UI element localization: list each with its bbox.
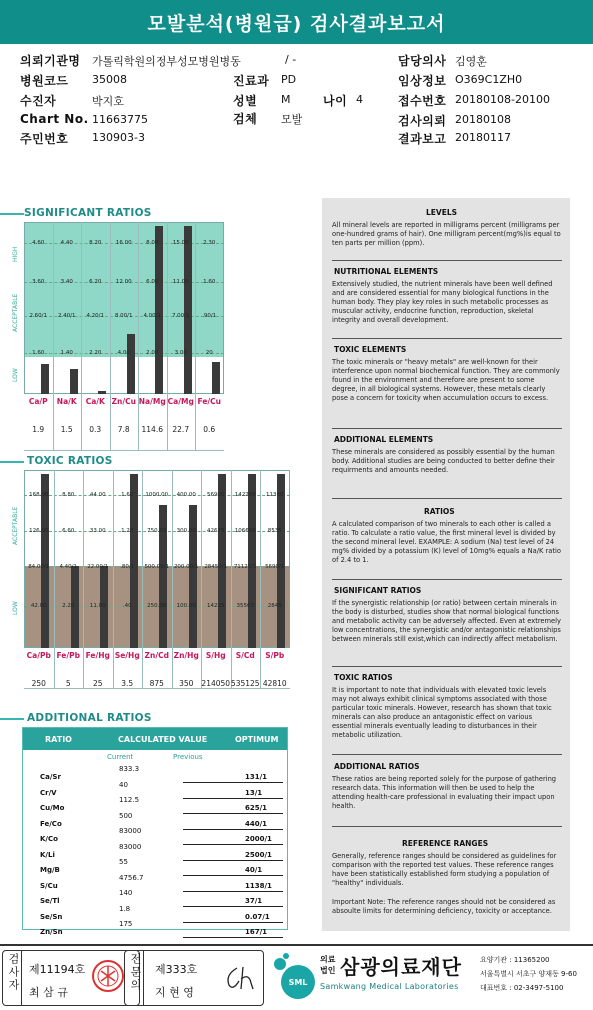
category-label: S/Pb bbox=[265, 651, 285, 660]
ratio-name: Cu/Mo bbox=[40, 804, 65, 812]
category-label: Ca/Pb bbox=[26, 651, 51, 660]
ratio-value: 535125 bbox=[230, 679, 260, 688]
clinical-label: 임상정보 bbox=[398, 74, 447, 88]
ratio-value: 5 bbox=[65, 679, 71, 688]
tick-label: 8.00/1 bbox=[114, 313, 133, 319]
tick-label: 2.20 bbox=[89, 350, 102, 356]
tick-label: 7.00/1 bbox=[171, 313, 190, 319]
additional-ratios-heading: ADDITIONAL RATIOS bbox=[334, 762, 420, 771]
nutritional-text: Extensively studied, the nutrient minerals have been well defined and are considered essential for many biological functions in the human body. They play key roles in such metabolic processes as muscular activity, endocrine function, reproduction, skeletal integrity and overall development. bbox=[332, 280, 553, 324]
tick-label: 8.20 bbox=[89, 240, 102, 246]
toxic-chart bbox=[0, 470, 300, 692]
tick-label: 42675 bbox=[207, 528, 225, 534]
additional-elements-text: These minerals are considered as possibly essential by the human body. Additional studies are being conducted to better define their requirments and amounts needed. bbox=[332, 448, 555, 474]
tick-label: .40 bbox=[122, 603, 132, 609]
category-label: Na/K bbox=[56, 397, 77, 406]
tick-label: .80/1 bbox=[120, 564, 135, 570]
ratio-bar bbox=[212, 362, 220, 394]
patient-label: 수진자 bbox=[20, 94, 57, 108]
ratio-current: 112.5 bbox=[119, 796, 140, 804]
additional-ratios-table bbox=[22, 727, 288, 936]
id-label: 주민번호 bbox=[20, 132, 69, 146]
levels-text: All mineral levels are reported in milligrams percent (milligrams per one-hundred grams of hair). One milligram percent(mg%)is equal to ten parts per million (ppm). bbox=[332, 221, 561, 247]
age-value: 4 bbox=[356, 93, 363, 106]
tester-divider bbox=[21, 951, 22, 1005]
org-info-3: 대표번호 : 02-3497-5100 bbox=[480, 984, 564, 992]
receipt-label: 접수번호 bbox=[398, 94, 447, 108]
toxic-title: TOXIC RATIOS bbox=[24, 455, 116, 467]
toxic-text: The toxic minerals or "heavy metals" are well-known for their interference upon normal biochemical function. They are commonly found in the environment and therefore are present to some degree, in all biological systems. However, these metals clearly pose a concern for toxicity when accumulation occurs to excess. bbox=[332, 358, 560, 402]
tick-label: 200.00/1 bbox=[173, 564, 199, 570]
specimen-label: 검체 bbox=[233, 112, 258, 126]
ratio-value: 350 bbox=[179, 679, 194, 688]
ratio-value: 7.8 bbox=[117, 425, 130, 434]
ratios-text: A calculated comparison of two minerals to each other is called a ratio. To calculate a ratio value, the first mineral level is divided by the second mineral level. EXAMPLE: A sodium (Na) test level of 24 mg% divided by a potassium (K) level of 10mg% equals a Na/K ratio of 2.4 to 1. bbox=[332, 520, 561, 564]
sep-5 bbox=[332, 579, 562, 580]
ratio-current: 4756.7 bbox=[119, 873, 144, 882]
tick-label: 33.00 bbox=[89, 528, 106, 534]
ratio-name: Fe/Co bbox=[40, 819, 62, 828]
ratio-current: 175 bbox=[119, 920, 133, 928]
category-label: Fe/Pb bbox=[56, 651, 80, 660]
sep-3 bbox=[332, 428, 562, 429]
tick-label: 71125/1 bbox=[233, 564, 257, 570]
ratio-value: 114.6 bbox=[141, 425, 163, 434]
sep-6 bbox=[332, 666, 562, 667]
tick-label: .90/1 bbox=[202, 313, 217, 319]
row-rule bbox=[183, 891, 283, 892]
axis-high: HIGH bbox=[12, 246, 19, 262]
tick-label: 126.00 bbox=[29, 528, 49, 534]
category-label: Fe/Hg bbox=[85, 651, 110, 660]
category-label: Ca/Mg bbox=[167, 397, 194, 406]
reviewer-name: 지 현 영 bbox=[155, 986, 194, 999]
hospital-value: 가톨릭학원의정부성모병원병동 bbox=[92, 55, 241, 68]
nutritional-heading: NUTRITIONAL ELEMENTS bbox=[334, 267, 439, 276]
ratio-value: 1.5 bbox=[60, 425, 73, 434]
sep-2 bbox=[332, 338, 562, 339]
reference-heading: REFERENCE RANGES bbox=[402, 839, 489, 848]
ratio-current: 500 bbox=[119, 811, 133, 820]
ratio-current: 83000 bbox=[119, 827, 142, 835]
doctor-value: 김영훈 bbox=[455, 55, 487, 68]
tick-label: 3.60 bbox=[32, 279, 45, 285]
ratios-heading: RATIOS bbox=[424, 507, 455, 516]
ratio-value: 250 bbox=[31, 679, 46, 688]
tester-box bbox=[2, 950, 140, 1006]
sex-value: M bbox=[281, 93, 291, 106]
tick-label: 35563 bbox=[236, 603, 254, 609]
chart-bottom-rule bbox=[24, 688, 290, 689]
patient-value: 박지호 bbox=[92, 95, 124, 108]
tick-label: 6.60 bbox=[62, 528, 75, 534]
ratio-optimum: 2500/1 bbox=[245, 850, 272, 859]
tick-label: 16.00 bbox=[115, 240, 132, 246]
chart-label: Chart No. bbox=[20, 112, 89, 126]
column-separator bbox=[195, 222, 196, 450]
ratio-current: 55 bbox=[119, 858, 128, 866]
tick-label: 11380 bbox=[266, 492, 284, 498]
ratio-optimum: 37/1 bbox=[245, 897, 263, 905]
clinical-value: O369C1ZH0 bbox=[455, 73, 523, 86]
column-separator bbox=[53, 222, 54, 450]
ratio-value: 0.3 bbox=[89, 425, 102, 434]
toxic-heading: TOXIC ELEMENTS bbox=[334, 345, 407, 354]
ratio-name: K/Co bbox=[40, 835, 58, 843]
ratio-bar bbox=[70, 369, 78, 394]
sep-8 bbox=[332, 826, 562, 827]
report-value: 20180117 bbox=[455, 131, 511, 144]
ratio-optimum: 40/1 bbox=[245, 866, 263, 874]
category-label: Se/Hg bbox=[114, 651, 140, 660]
report-label: 결과보고 bbox=[398, 132, 447, 146]
additional-elements-heading: ADDITIONAL ELEMENTS bbox=[334, 435, 434, 444]
tick-label: 2.20 bbox=[62, 603, 75, 609]
tick-label: 84.00/1 bbox=[28, 564, 50, 570]
ratio-value: 0.6 bbox=[203, 425, 216, 434]
ratio-value: 22.7 bbox=[172, 425, 190, 434]
ratio-bar bbox=[155, 226, 163, 394]
row-rule bbox=[183, 798, 283, 799]
ratio-bar bbox=[189, 505, 197, 648]
sex-label: 성별 bbox=[233, 94, 258, 108]
reviewer-no: 제333호 bbox=[155, 963, 198, 976]
dept-label: 진료과 bbox=[233, 74, 270, 88]
info-panel bbox=[322, 198, 570, 931]
tick-label: 2845 bbox=[267, 603, 282, 609]
column-separator bbox=[167, 222, 168, 450]
tick-label: 1.40 bbox=[60, 350, 73, 356]
specimen-value: 모발 bbox=[281, 113, 303, 126]
tick-label: 28450/1 bbox=[204, 564, 228, 570]
ratio-optimum: 0.07/1 bbox=[245, 912, 270, 921]
report-title: 모발분석(병원급) 검사결과보고서 bbox=[0, 0, 593, 44]
ratio-value: 875 bbox=[149, 679, 164, 688]
column-separator bbox=[81, 222, 82, 450]
sep-7 bbox=[332, 754, 562, 755]
ratio-current: 83000 bbox=[119, 842, 142, 851]
ratio-bar bbox=[277, 474, 285, 648]
tick-label: 4.00 bbox=[117, 350, 130, 356]
ratio-optimum: 625/1 bbox=[245, 804, 268, 812]
ratio-optimum: 13/1 bbox=[245, 788, 263, 797]
report-footer bbox=[0, 944, 593, 1010]
row-rule bbox=[183, 906, 283, 907]
receipt-value: 20180108-20100 bbox=[455, 93, 550, 106]
tick-label: 22.00/1 bbox=[87, 564, 109, 570]
axis-low: LOW bbox=[12, 601, 19, 615]
hospital-label: 의뢰기관명 bbox=[20, 54, 81, 68]
org-info-2: 서울특별시 서초구 양재동 9-60 bbox=[480, 970, 577, 978]
tick-label: 168.00 bbox=[29, 492, 49, 498]
org-prefix-1: 의료 bbox=[320, 955, 336, 964]
tick-label: 14225 bbox=[207, 603, 225, 609]
category-label: Fe/Cu bbox=[197, 397, 221, 406]
logo-text: SML bbox=[288, 978, 308, 987]
ratio-bar bbox=[218, 474, 226, 648]
tick-label: 8.80 bbox=[62, 492, 75, 498]
category-label: S/Cd bbox=[235, 651, 255, 660]
category-label: Zn/Cu bbox=[111, 397, 136, 406]
ratio-optimum: 440/1 bbox=[245, 819, 268, 828]
ratio-name: Ca/Sr bbox=[40, 773, 61, 781]
org-prefix-2: 법인 bbox=[320, 966, 336, 975]
ward-value: / - bbox=[285, 53, 297, 66]
additional-title: ADDITIONAL RATIOS bbox=[24, 712, 155, 724]
category-label: Na/Mg bbox=[138, 397, 166, 406]
ratio-current: 1.8 bbox=[119, 904, 131, 913]
tick-label: 11.00 bbox=[172, 279, 189, 285]
row-rule bbox=[183, 813, 283, 814]
axis-acceptable: ACCEPTABLE bbox=[12, 506, 19, 545]
col-ratio: RATIO bbox=[45, 735, 72, 744]
category-label: S/Hg bbox=[205, 651, 226, 660]
ratio-name: Zn/Sn bbox=[40, 928, 63, 936]
tick-label: 3.00 bbox=[174, 350, 187, 356]
reviewer-label: 전문의 bbox=[129, 953, 142, 992]
additional-table-header bbox=[23, 728, 287, 750]
ratio-name: Se/Tl bbox=[40, 897, 60, 905]
tick-label: 12.00 bbox=[115, 279, 132, 285]
code-value: 35008 bbox=[92, 73, 127, 86]
ratio-bar bbox=[159, 505, 167, 648]
ratio-current: 40 bbox=[119, 780, 128, 789]
tick-label: 400.00 bbox=[176, 492, 196, 498]
ratio-name: Se/Sn bbox=[40, 912, 63, 921]
important-note: Important Note: The reference ranges should not be considered as absoulte limits for determining deficiency, toxicity or acceptance. bbox=[332, 898, 556, 915]
tick-label: 4.60 bbox=[32, 240, 45, 246]
ratio-value: 42810 bbox=[262, 679, 287, 688]
ratio-optimum: 167/1 bbox=[245, 928, 268, 936]
category-label: Zn/Cd bbox=[144, 651, 169, 660]
org-name: 삼광의료재단 bbox=[340, 955, 462, 979]
tick-label: 6.20 bbox=[89, 279, 102, 285]
tick-label: 250.00 bbox=[147, 603, 167, 609]
row-rule bbox=[183, 844, 283, 845]
tick-label: 4.40/1 bbox=[59, 564, 78, 570]
tick-label: 4.20/1 bbox=[86, 313, 105, 319]
tick-label: 2.60/1 bbox=[29, 313, 48, 319]
tick-label: 20 bbox=[205, 350, 213, 356]
tick-label: 6.00 bbox=[146, 279, 159, 285]
levels-heading: LEVELS bbox=[426, 208, 458, 217]
row-rule bbox=[183, 875, 283, 876]
reviewer-divider bbox=[143, 951, 144, 1005]
col-calc: CALCULATED VALUE bbox=[118, 735, 208, 744]
ratio-bar bbox=[41, 364, 49, 394]
significant-ratios-heading: SIGNIFICANT RATIOS bbox=[334, 586, 422, 595]
tester-seal-icon bbox=[91, 959, 125, 993]
tick-label: 8.00 bbox=[146, 240, 159, 246]
request-label: 검사의뢰 bbox=[398, 114, 447, 128]
ratio-bar bbox=[127, 334, 135, 394]
ratio-value: 214050 bbox=[201, 679, 231, 688]
category-label: Ca/K bbox=[85, 397, 105, 406]
tick-label: 1.20 bbox=[121, 528, 134, 534]
tick-label: 750.00 bbox=[147, 528, 167, 534]
ratio-value: 1.9 bbox=[32, 425, 45, 434]
tick-label: 3.40 bbox=[60, 279, 73, 285]
tester-no: 제11194호 bbox=[29, 963, 86, 976]
significant-title: SIGNIFICANT RATIOS bbox=[24, 207, 155, 219]
sep-4 bbox=[332, 498, 562, 499]
tick-label: 500.00/1 bbox=[144, 564, 170, 570]
tick-label: 1000.00 bbox=[145, 492, 169, 498]
row-rule bbox=[183, 922, 283, 923]
ratio-optimum: 131/1 bbox=[245, 773, 268, 781]
tick-label: 5690/1 bbox=[265, 564, 285, 570]
tick-label: 1.60 bbox=[32, 350, 45, 356]
tick-label: 44.00 bbox=[89, 492, 106, 498]
additional-ratios-text: These ratios are being reported solely for the purpose of gathering research data. This information will then be used to help the attending health-care professional in evaluating their impact upon health. bbox=[332, 775, 557, 810]
tick-label: 100.00 bbox=[176, 603, 196, 609]
ratio-value: 25 bbox=[92, 679, 103, 688]
row-rule bbox=[183, 937, 283, 938]
ratio-optimum: 2000/1 bbox=[245, 835, 272, 843]
ratio-current: 140 bbox=[119, 889, 133, 897]
tick-label: 300.00 bbox=[176, 528, 196, 534]
dept-value: PD bbox=[281, 73, 297, 86]
row-rule bbox=[183, 782, 283, 783]
column-separator bbox=[138, 222, 139, 450]
tick-label: 11.00 bbox=[89, 603, 106, 609]
request-value: 20180108 bbox=[455, 113, 511, 126]
ratio-value: 3.5 bbox=[121, 679, 134, 688]
doctor-label: 담당의사 bbox=[398, 54, 447, 68]
reviewer-signature-icon bbox=[221, 963, 257, 993]
axis-acceptable: ACCEPTABLE bbox=[12, 293, 19, 332]
reference-text: Generally, reference ranges should be considered as guidelines for comparison with the reported test values. These reference ranges have been statistically established form studying a population of "healthy" individuals. bbox=[332, 852, 557, 887]
id-value: 130903-3 bbox=[92, 131, 145, 144]
tick-label: 2.30 bbox=[203, 240, 216, 246]
significant-ratios-text: If the synergistic relationship (or ratio) between certain minerals in the body is disturbed, studies show that normal biological functions and metabolic activity can be adversely affected. Even at extremely low concentrations, the synergistic and/or antagonistic relationships between minerals still exist,which can indirectly affect metabolism. bbox=[332, 599, 561, 643]
tick-label: 4.40 bbox=[60, 240, 73, 246]
chart-bottom-rule bbox=[24, 450, 224, 451]
tick-label: 4.00/1 bbox=[143, 313, 162, 319]
tick-label: 15.00 bbox=[172, 240, 189, 246]
ratio-optimum: 1138/1 bbox=[245, 881, 272, 890]
org-english: Samkwang Medical Laboratories bbox=[320, 982, 459, 991]
ratio-name: S/Cu bbox=[40, 881, 58, 890]
row-rule bbox=[183, 829, 283, 830]
org-info-1: 요양기관 : 11365200 bbox=[480, 956, 550, 964]
tick-label: 56900 bbox=[207, 492, 225, 498]
axis-low: LOW bbox=[12, 368, 19, 382]
tick-label: 142250 bbox=[234, 492, 256, 498]
ratio-bar bbox=[248, 474, 256, 648]
tick-label: 42.00 bbox=[30, 603, 47, 609]
tick-label: 1.60 bbox=[121, 492, 134, 498]
age-label: 나이 bbox=[323, 94, 348, 108]
tick-label: 106688 bbox=[234, 528, 256, 534]
ratio-bar bbox=[41, 474, 49, 648]
ratio-bar bbox=[184, 226, 192, 394]
row-rule bbox=[183, 860, 283, 861]
ratio-name: Cr/V bbox=[40, 788, 57, 797]
significant-chart bbox=[0, 222, 230, 462]
code-label: 병원코드 bbox=[20, 74, 69, 88]
tick-label: 2.40/1 bbox=[57, 313, 76, 319]
ratio-bar bbox=[130, 474, 138, 648]
chart-value: 11663775 bbox=[92, 113, 148, 126]
sml-logo-icon bbox=[268, 952, 324, 1004]
reviewer-box bbox=[124, 950, 264, 1006]
tick-label: 2.00 bbox=[146, 350, 159, 356]
col-optimum: OPTIMUM bbox=[235, 735, 279, 744]
ratio-name: Mg/B bbox=[40, 866, 60, 874]
toxic-ratios-text: It is important to note that individuals with elevated toxic levels may not always exhibit clinical symptoms associated with those particular toxic minerals. However, research has shown that toxic minerals can also produce an antagonistic effect on various essential minerals eventually leading to disturbances in their metabolic utilization. bbox=[332, 686, 552, 739]
sub-current: Current bbox=[107, 753, 134, 761]
ratio-current: 833.3 bbox=[119, 765, 140, 773]
sep-1 bbox=[332, 260, 562, 261]
ratio-bar bbox=[98, 391, 106, 394]
toxic-ratios-heading: TOXIC RATIOS bbox=[334, 673, 393, 682]
category-label: Zn/Hg bbox=[173, 651, 199, 660]
tester-label: 검사자 bbox=[7, 953, 20, 992]
tick-label: 1.60 bbox=[203, 279, 216, 285]
category-label: Ca/P bbox=[28, 397, 48, 406]
chart-frame bbox=[24, 222, 224, 394]
column-separator bbox=[110, 222, 111, 450]
tick-label: 8535 bbox=[267, 528, 282, 534]
tester-name: 최 삼 규 bbox=[29, 986, 68, 999]
ratio-name: K/Li bbox=[40, 850, 55, 859]
sub-previous: Previous bbox=[173, 753, 203, 761]
